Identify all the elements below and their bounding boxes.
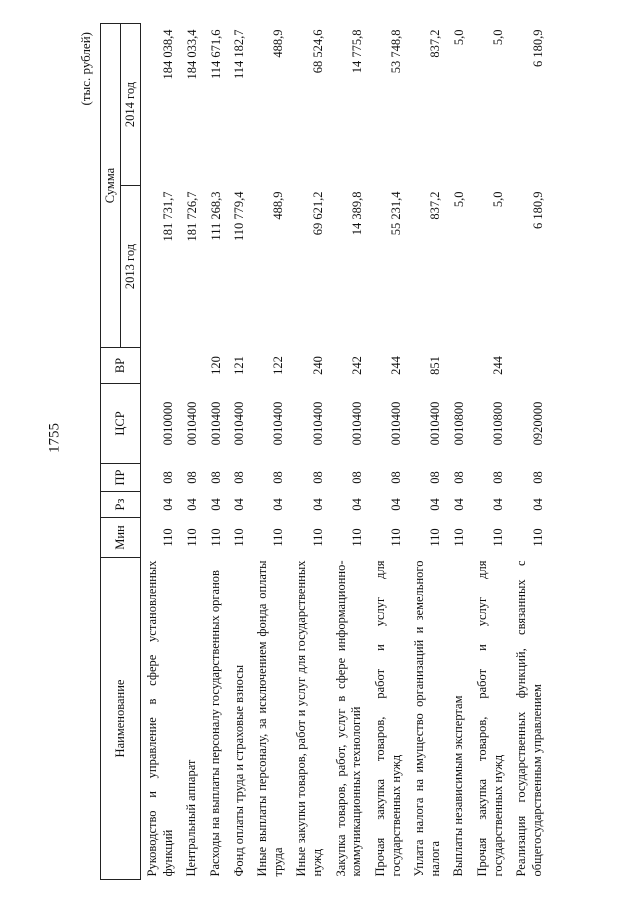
cell-pr: 08 [232, 471, 247, 484]
cell-csr: 0010400 [208, 401, 223, 446]
cell-vr: 242 [349, 356, 364, 375]
cell-csr: 0010400 [428, 401, 443, 446]
cell-y2014: 184 038,4 [161, 29, 176, 80]
cell-rz: 04 [452, 498, 466, 511]
cell-y2013: 488,9 [271, 191, 286, 220]
header-rz: Рз [101, 492, 141, 518]
cell-name: Иные закупки товаров, работ и услуг для государственных нужд [294, 560, 324, 877]
cell-y2014: 114 671,6 [208, 29, 223, 80]
cell-csr: 0010800 [452, 401, 466, 446]
table-row [447, 24, 471, 880]
cell-csr: 0010400 [389, 401, 404, 446]
cell-name: Прочая закупка товаров, работ и услуг для государственных нужд [372, 560, 403, 877]
cell-y2013: 181 731,7 [161, 191, 176, 242]
cell-pr: 08 [161, 471, 176, 484]
cell-csr: 0920000 [530, 401, 545, 446]
cell-csr: 0010400 [310, 401, 325, 446]
cell-pr: 08 [452, 471, 466, 484]
cell-min: 110 [530, 528, 545, 547]
cell-rz: 04 [310, 498, 325, 511]
page-number [40, 398, 70, 478]
table-row [228, 24, 252, 880]
cell-y2014: 184 033,4 [184, 29, 199, 80]
cell-pr: 08 [184, 471, 199, 484]
cell-y2013: 181 726,7 [184, 191, 199, 242]
cell-min: 110 [161, 528, 176, 547]
cell-min: 110 [184, 528, 199, 547]
table-row [251, 24, 290, 880]
header-sum: Сумма [101, 24, 121, 348]
header-csr: ЦСР [101, 384, 141, 464]
cell-rz: 04 [349, 498, 364, 511]
cell-y2014: 53 748,8 [389, 29, 404, 74]
cell-name: Расходы на выплаты персоналу государственных органов [207, 570, 222, 877]
cell-rz: 04 [491, 498, 506, 511]
table-row [408, 24, 447, 880]
cell-rz: 04 [232, 498, 247, 511]
cell-name: Руководство и управление в сфере установленных функций [145, 560, 175, 877]
cell-name: Прочая закупка товаров, работ и услуг для государственных нужд [475, 560, 505, 877]
cell-y2013: 111 268,3 [208, 191, 223, 241]
cell-y2014: 837,2 [428, 29, 443, 58]
cell-y2014: 5,0 [491, 29, 506, 46]
cell-vr: 122 [271, 356, 286, 375]
cell-min: 110 [428, 528, 443, 547]
cell-pr: 08 [349, 471, 364, 484]
cell-min: 110 [491, 528, 506, 547]
cell-rz: 04 [161, 498, 176, 511]
table-row [369, 24, 408, 880]
cell-rz: 04 [184, 498, 199, 511]
cell-csr: 0010400 [184, 401, 199, 446]
table-row [180, 24, 204, 880]
cell-name: Центральный аппарат [184, 759, 199, 877]
cell-rz: 04 [428, 498, 443, 511]
table-header [101, 24, 141, 880]
table-row [471, 24, 510, 880]
cell-pr: 08 [389, 471, 404, 484]
cell-vr: 240 [310, 356, 325, 375]
cell-rz: 04 [530, 498, 545, 511]
cell-csr: 0010400 [349, 401, 364, 446]
cell-y2014: 68 524,6 [310, 29, 325, 74]
cell-pr: 08 [271, 471, 286, 484]
cell-name: Иные выплаты персоналу, за исключением фонда оплаты труда [255, 560, 285, 877]
cell-y2014: 5,0 [452, 29, 466, 46]
cell-y2013: 110 779,4 [232, 191, 247, 242]
cell-y2014: 488,9 [271, 29, 286, 58]
cell-name: Фонд оплаты труда и страховые взносы [231, 664, 246, 877]
table-row [290, 24, 329, 880]
cell-min: 110 [208, 528, 223, 547]
cell-pr: 08 [491, 471, 506, 484]
cell-name: Реализация государственных функций, связанных с общегосударственным управлением [514, 560, 544, 877]
cell-pr: 08 [530, 471, 545, 484]
cell-vr [141, 348, 181, 384]
cell-vr: 244 [389, 356, 404, 375]
cell-vr: 120 [208, 356, 223, 375]
cell-vr [180, 348, 204, 384]
cell-vr: 244 [491, 356, 506, 375]
cell-y2013: 5,0 [452, 191, 466, 208]
cell-y2013: 55 231,4 [389, 191, 404, 236]
table-row [141, 24, 181, 880]
cell-y2013: 837,2 [428, 191, 443, 220]
table-row [204, 24, 228, 880]
cell-min: 110 [349, 528, 364, 547]
header-vr: ВР [101, 348, 141, 384]
header-min: Мин [101, 518, 141, 558]
cell-pr: 08 [428, 471, 443, 484]
header-2013: 2013 год [121, 186, 141, 348]
cell-name: Выплаты независимым экспертам [451, 695, 466, 877]
header-pr: ПР [101, 464, 141, 492]
cell-y2014: 6 180,9 [530, 29, 545, 67]
cell-min: 110 [271, 528, 286, 547]
budget-table-page [74, 24, 574, 880]
budget-table [100, 23, 550, 880]
cell-y2013: 6 180,9 [530, 191, 545, 229]
cell-name: Уплата налога на имущество организаций и земельного налога [412, 560, 442, 877]
table-body [141, 24, 550, 880]
cell-y2014: 14 775,8 [349, 29, 364, 74]
cell-name: Закупка товаров, работ, услуг в сфере информационно-коммуникационных технологий [333, 560, 364, 877]
cell-vr: 121 [232, 356, 247, 375]
cell-csr: 0010000 [161, 401, 176, 446]
cell-y2013: 69 621,2 [310, 191, 325, 236]
page-number-text: 1755 [46, 423, 63, 453]
cell-rz: 04 [389, 498, 404, 511]
cell-vr [447, 348, 471, 384]
cell-min: 110 [389, 528, 404, 547]
cell-csr: 0010400 [271, 401, 286, 446]
cell-y2013: 14 389,8 [349, 191, 364, 236]
cell-pr: 08 [310, 471, 325, 484]
cell-y2014: 114 182,7 [232, 29, 247, 80]
cell-vr: 851 [428, 356, 443, 375]
cell-vr [510, 348, 549, 384]
cell-pr: 08 [208, 471, 223, 484]
table-row [510, 24, 549, 880]
cell-csr: 0010400 [232, 401, 247, 446]
cell-rz: 04 [271, 498, 286, 511]
header-2014: 2014 год [121, 24, 141, 186]
units-label: (тыс. рублей) [78, 32, 93, 106]
header-name: Наименование [101, 558, 141, 880]
cell-min: 110 [310, 528, 325, 547]
table-row [330, 24, 369, 880]
cell-csr: 0010800 [491, 401, 506, 446]
cell-rz: 04 [208, 498, 223, 511]
cell-y2013: 5,0 [491, 191, 506, 208]
cell-min: 110 [232, 528, 247, 547]
cell-min: 110 [452, 528, 466, 547]
